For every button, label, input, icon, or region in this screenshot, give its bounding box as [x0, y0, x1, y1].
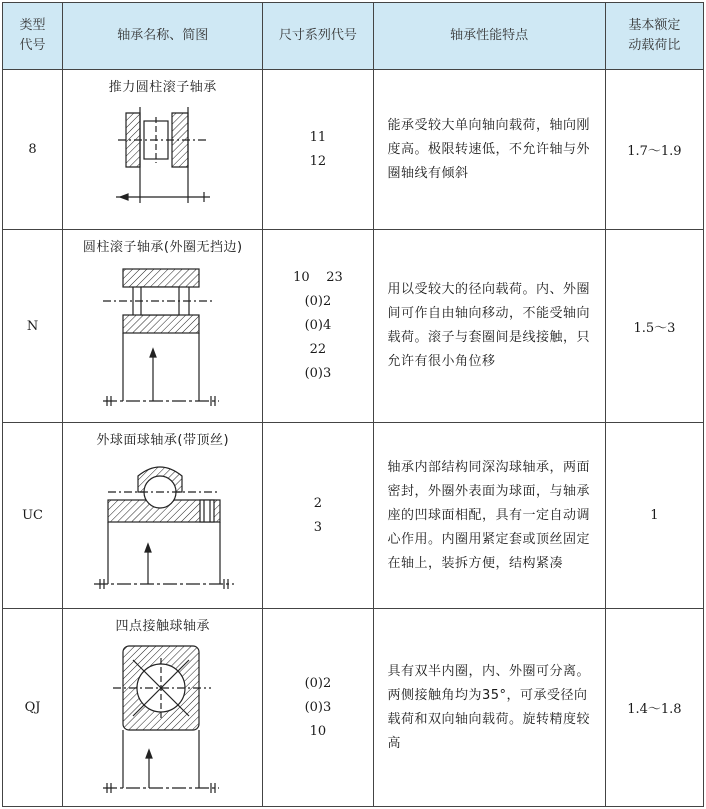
- four-point-contact-ball-bearing-diagram: [93, 638, 233, 798]
- feature-text: 具有双半内圈，内、外圈可分离。两侧接触角均为35°，可承受径向载荷和双向轴向载荷。旋转精度较高: [373, 609, 605, 807]
- header-code: 类型 代号: [3, 3, 63, 70]
- size-series: [263, 609, 373, 807]
- bearing-figure-cell: [63, 70, 263, 230]
- bearing-figure-cell: [63, 423, 263, 609]
- spherical-ball-bearing-diagram: [88, 452, 238, 597]
- type-code: QJ: [3, 609, 63, 807]
- table-row: [3, 423, 704, 609]
- feature-text: 轴承内部结构同深沟球轴承，两面密封，外圈外表面为球面，与轴承座的凹球面相配，具有一定自动调心作用。内圈用紧定套或顶丝固定在轴上，装拆方便，结构紧凑: [373, 423, 605, 609]
- size-code: 10: [309, 723, 327, 739]
- type-code: UC: [3, 423, 63, 609]
- table-row: [3, 609, 704, 807]
- size-code: (0)2: [304, 294, 332, 309]
- table-row: [3, 70, 704, 230]
- size-code: 2: [313, 495, 323, 511]
- bearing-name: 外球面球轴承(带顶丝): [96, 433, 230, 448]
- header-size: 尺寸系列代号: [263, 3, 373, 70]
- load-ratio: 1.5～3: [605, 230, 703, 423]
- header-ratio: 基本额定 动载荷比: [605, 3, 703, 70]
- type-code: 8: [3, 70, 63, 230]
- size-series: [263, 70, 373, 230]
- size-code: (0)4: [304, 318, 332, 333]
- size-code: 10 23: [293, 270, 343, 285]
- feature-text: 能承受较大单向轴向载荷，轴向刚度高。极限转速低，不允许轴与外圈轴线有倾斜: [373, 70, 605, 230]
- size-code: (0)3: [304, 366, 332, 381]
- bearing-table: [2, 2, 704, 807]
- bearing-name: 圆柱滚子轴承(外圈无挡边): [82, 240, 243, 255]
- size-code: 22: [309, 342, 327, 357]
- cylindrical-roller-bearing-diagram: [93, 259, 233, 409]
- header-feature: 轴承性能特点: [373, 3, 605, 70]
- size-code: 3: [313, 519, 323, 535]
- header-name: 轴承名称、简图: [63, 3, 263, 70]
- size-code: 12: [309, 153, 327, 169]
- load-ratio: 1.7～1.9: [605, 70, 703, 230]
- bearing-figure-cell: [63, 609, 263, 807]
- size-code: (0)2: [304, 675, 332, 691]
- feature-text: 用以受较大的径向载荷。内、外圈间可作自由轴向移动，不能受轴向载荷。滚子与套圈间是线接触，只允许有很小角位移: [373, 230, 605, 423]
- thrust-cylindrical-roller-bearing-diagram: [98, 99, 228, 211]
- load-ratio: 1: [605, 423, 703, 609]
- bearing-name: 推力圆柱滚子轴承: [108, 80, 217, 95]
- size-code: (0)3: [304, 699, 332, 715]
- type-code: N: [3, 230, 63, 423]
- bearing-figure-cell: [63, 230, 263, 423]
- bearing-name: 四点接触球轴承: [115, 619, 210, 634]
- size-code: 11: [309, 129, 327, 145]
- table-row: [3, 230, 704, 423]
- load-ratio: 1.4～1.8: [605, 609, 703, 807]
- header-row: [3, 3, 704, 70]
- size-series: [263, 230, 373, 423]
- size-series: [263, 423, 373, 609]
